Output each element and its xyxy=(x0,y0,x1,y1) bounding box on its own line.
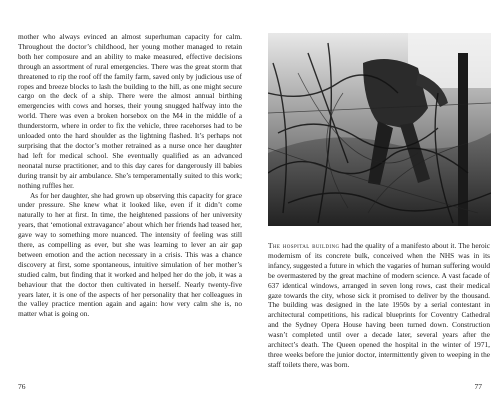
photograph-image xyxy=(268,33,491,226)
left-paragraph-1: mother who always evinced an almost superhuman capacity for calm. Throughout the doctor’s childhood, her young mother managed to retain both her composure and an ability to make measured, effective decisions through an assortment of rural emergencies. There was the great storm that threatened to rip the roof off the family farm, saved only by judicious use of ropes and breeze blocks to lash the building to the hill, as one might secure cargo on the deck of a ship. There were the almost annual birthing emergencies with cows and horses, their young snugged halfway into the world. There was even a broken horsebox on the M4 in the middle of a thunderstorm, where in order to fix the vehicle, three racehorses had to be unloaded onto the hard shoulder as the lightning flashed. It’s perhaps not surprising that the doctor’s mother retrained as a nurse once her daughter had left for medical school. She eventually qualified as an advanced neonatal nurse practitioner, and to this day cares for dangerously ill babies during transit by air ambulance. She’s temperamentally suited to this work; nothing ruffles her. xyxy=(18,32,242,190)
page-number-left: 76 xyxy=(18,382,26,391)
right-paragraph-body: had the quality of a manifesto about it. The heroic modernism of its concrete bulk, conceived when the NHS was in its infancy, suggested a future in which the vagaries of human suffering would be overmastered by the great machine of modern science. A vast facade of 637 identical windows, arranged in seven long rows, cast their medical gaze towards the city, whose sick it promised to deliver by the thousand. The building was designed in the late 1950s by a serial contestant in architectural competitions, his radical blueprints for Coventry Cathedral and the Sydney Opera House having been turned down. Construction wasn’t completed until over a decade later, several years after the architect’s death. The Queen opened the hospital in the winter of 1971, three weeks before the junior doctor, intermittently given to weeping in the staff toilets there, was born. xyxy=(268,241,490,369)
left-page-text xyxy=(18,32,242,319)
section-lead-in: The hospital building xyxy=(268,241,340,250)
right-page-text xyxy=(268,241,490,370)
right-paragraph-1 xyxy=(268,241,490,370)
page-number-right: 77 xyxy=(474,382,482,391)
photograph xyxy=(268,33,491,226)
right-page xyxy=(250,0,500,400)
left-paragraph-2: As for her daughter, she had grown up observing this capacity for grace under pressure. She knew what it looked like, even if it didn’t come naturally to her at first. In time, the heightened passions of her university years, that ‘emotional extravagance’ about which her friends had teased her, gave way to something more nuanced. The intensity of feeling was still there, as compelling as ever, but she was learning to lever an air gap between emotion and the action necessary in a crisis. This was a chance discovery at first, some spontaneous, intuitive simulation of her mother’s studied calm, but finding that it worked and helped her do the job, it was a behaviour that the doctor then cultivated in herself. Nearly twenty-five years later, it is one of the aspects of her personality that her colleagues in the valley practice mention again and again: how very calm she is, no matter what is going on. xyxy=(18,190,242,319)
